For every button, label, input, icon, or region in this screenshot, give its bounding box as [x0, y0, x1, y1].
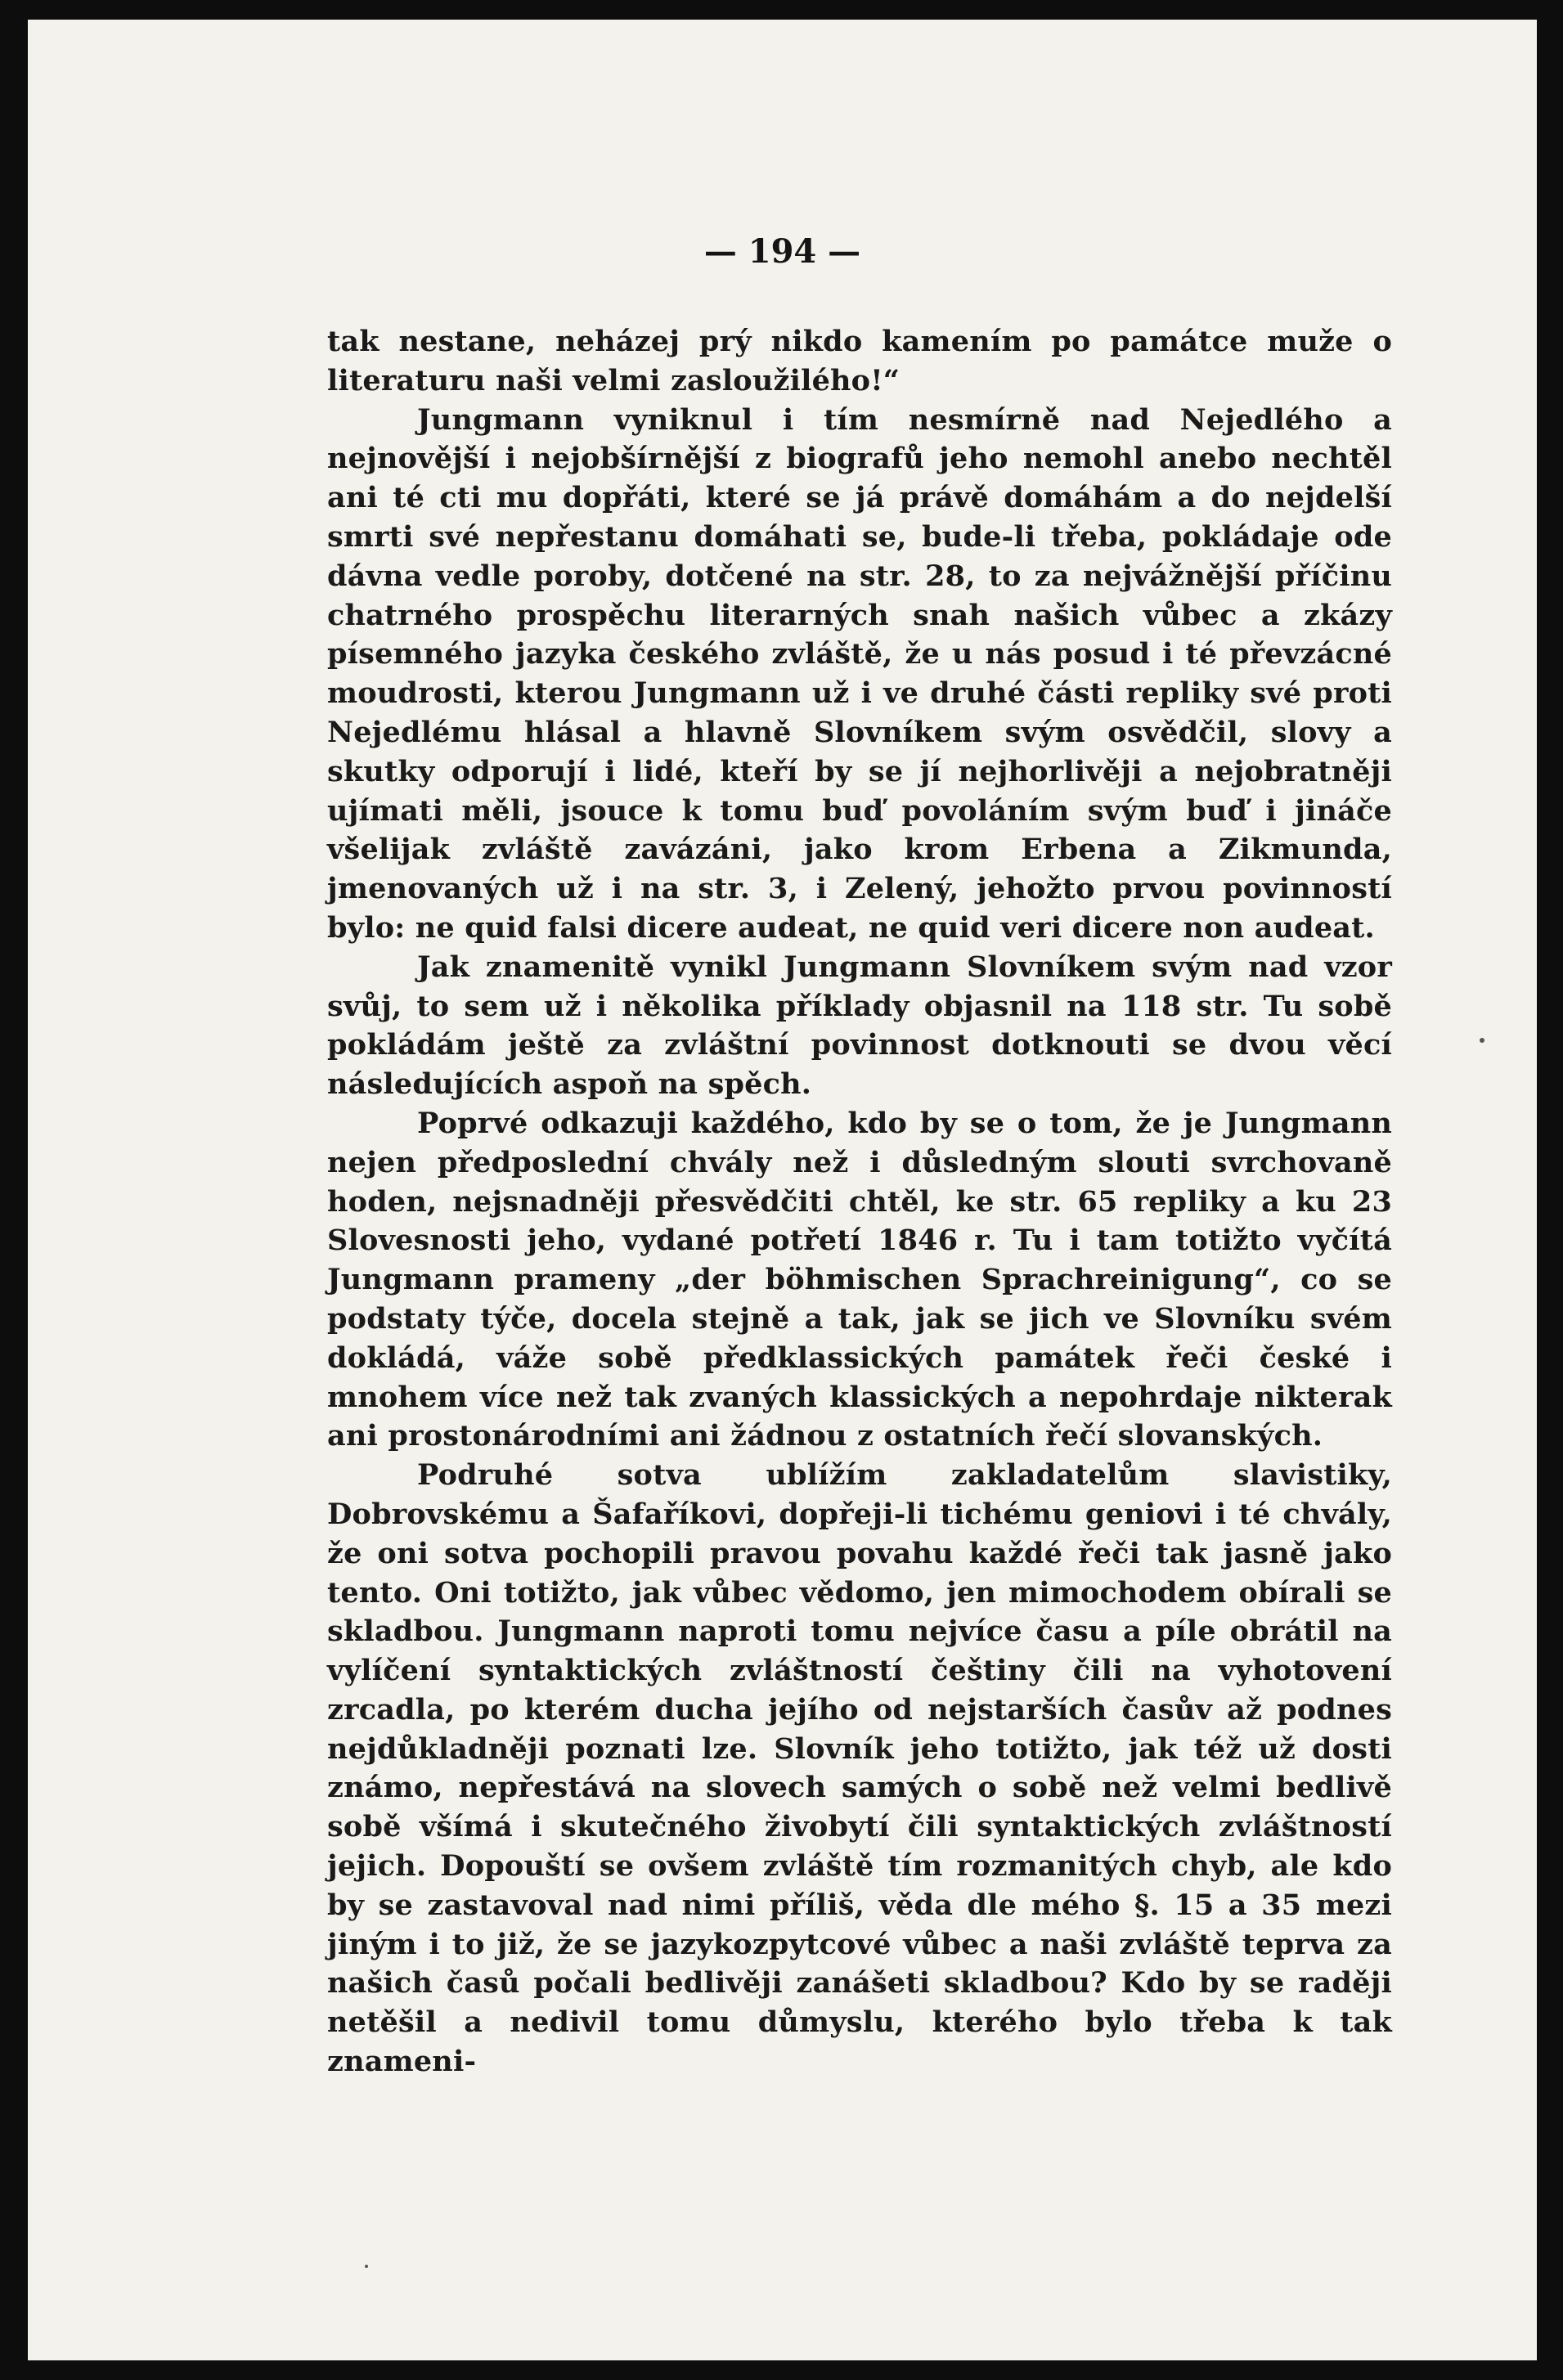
paragraph-slovnik-vzor: Jak znamenitě vynikl Jungmann Slovníkem svým nad vzor svůj, to sem už i několika příklady objasnil na 118 str. Tu sobě pokládám ještě za zvláštní povinnost dotknouti se dvou věcí následujících aspoň na spěch. — [327, 950, 1392, 1102]
paragraph-poprve: Poprvé odkazuji každého, kdo by se o tom, že je Jungmann nejen předposlední chvály než i důsledným slouti svrchovaně hoden, nejsnadněji přesvědčiti chtěl, ke str. 65 repliky a ku 23 Slovesnosti jeho, vydané potřetí 1846 r. Tu i tam totižto vyčítá Jungmann prameny „der böhmischen Sprachreinigung“, co se podstaty týče, docela stejně a tak, jak se jich ve Slovníku svém dokládá, váže sobě předklassických památek řeči české i mnohem více než tak zvaných klassických a nepohrdaje nikterak ani prostonárodními ani žádnou z ostatních řečí slovanských. — [327, 1106, 1392, 1453]
paragraph-jungmann-nejedly: Jungmann vyniknul i tím nesmírně nad Nejedlého a nejnovější i nejobšírnější z biografů jeho nemohl anebo nechtěl ani té cti mu dopřáti, které se já právě domáhám a do nejdelší smrti své nepřestanu domáhati se, bude-li třeba, pokládaje ode dávna vedle poroby, dotčené na str. 28, to za nejvážnější příčinu chatrného prospěchu literarných snah našich vůbec a zkázy písemného jazyka českého zvláště, že u nás posud i té převzácné moudrosti, kterou Jungmann už i ve druhé části repliky své proti Nejedlému hlásal a hlavně Slovníkem svým osvědčil, slovy a skutky odporují i lidé, kteří by se jí nejhorlivěji a nejobratněji ujímati měli, jsouce k tomu buď povoláním svým buď i jináče všelijak zvláště zavázáni, jako krom Erbena a Zikmunda, jmenovaných už i na str. 3, i Zelený, jehožto prvou povinností bylo: ne quid falsi dicere audeat, ne quid veri dicere non audeat. — [327, 402, 1392, 945]
page-number: — 194 — — [703, 232, 861, 271]
paper-speck — [365, 2265, 368, 2268]
paper-speck — [1480, 1038, 1484, 1043]
book-page — [28, 20, 1537, 2360]
paragraph-podruhe: Podruhé sotva ublížím zakladatelům slavistiky, Dobrovskému a Šafaříkovi, dopřeji-li tichému geniovi i té chvály, že oni sotva pochopili pravou povahu každé řeči tak jasně jako tento. Oni totižto, jak vůbec vědomo, jen mimochodem obírali se skladbou. Jungmann naproti tomu nejvíce času a píle obrátil na vylíčení syntaktických zvláštností češtiny čili na vyhotovení zrcadla, po kterém ducha jejího od nejstarších časův až podnes nejdůkladněji poznati lze. Slovník jeho totižto, jak též už dosti známo, nepřestává na slovech samých o sobě než velmi bedlivě sobě všímá i skutečného živobytí čili syntaktických zvláštností jejich. Dopouští se ovšem zvláště tím rozmanitých chyb, ale kdo by se zastavoval nad nimi příliš, věda dle mého §. 15 a 35 mezi jiným i to již, že se jazykozpytcové vůbec a naši zvláště teprva za našich časů počali bedlivěji zanášeti skladbou? Kdo by se raději netěšil a nedivil tomu důmyslu, kterého bylo třeba k tak znameni- — [327, 1458, 1392, 2079]
body-text — [327, 322, 1392, 2081]
paragraph-continuation: tak nestane, neházej prý nikdo kamením po památce muže o literaturu naši velmi zasloužilého!“ — [327, 325, 1392, 397]
